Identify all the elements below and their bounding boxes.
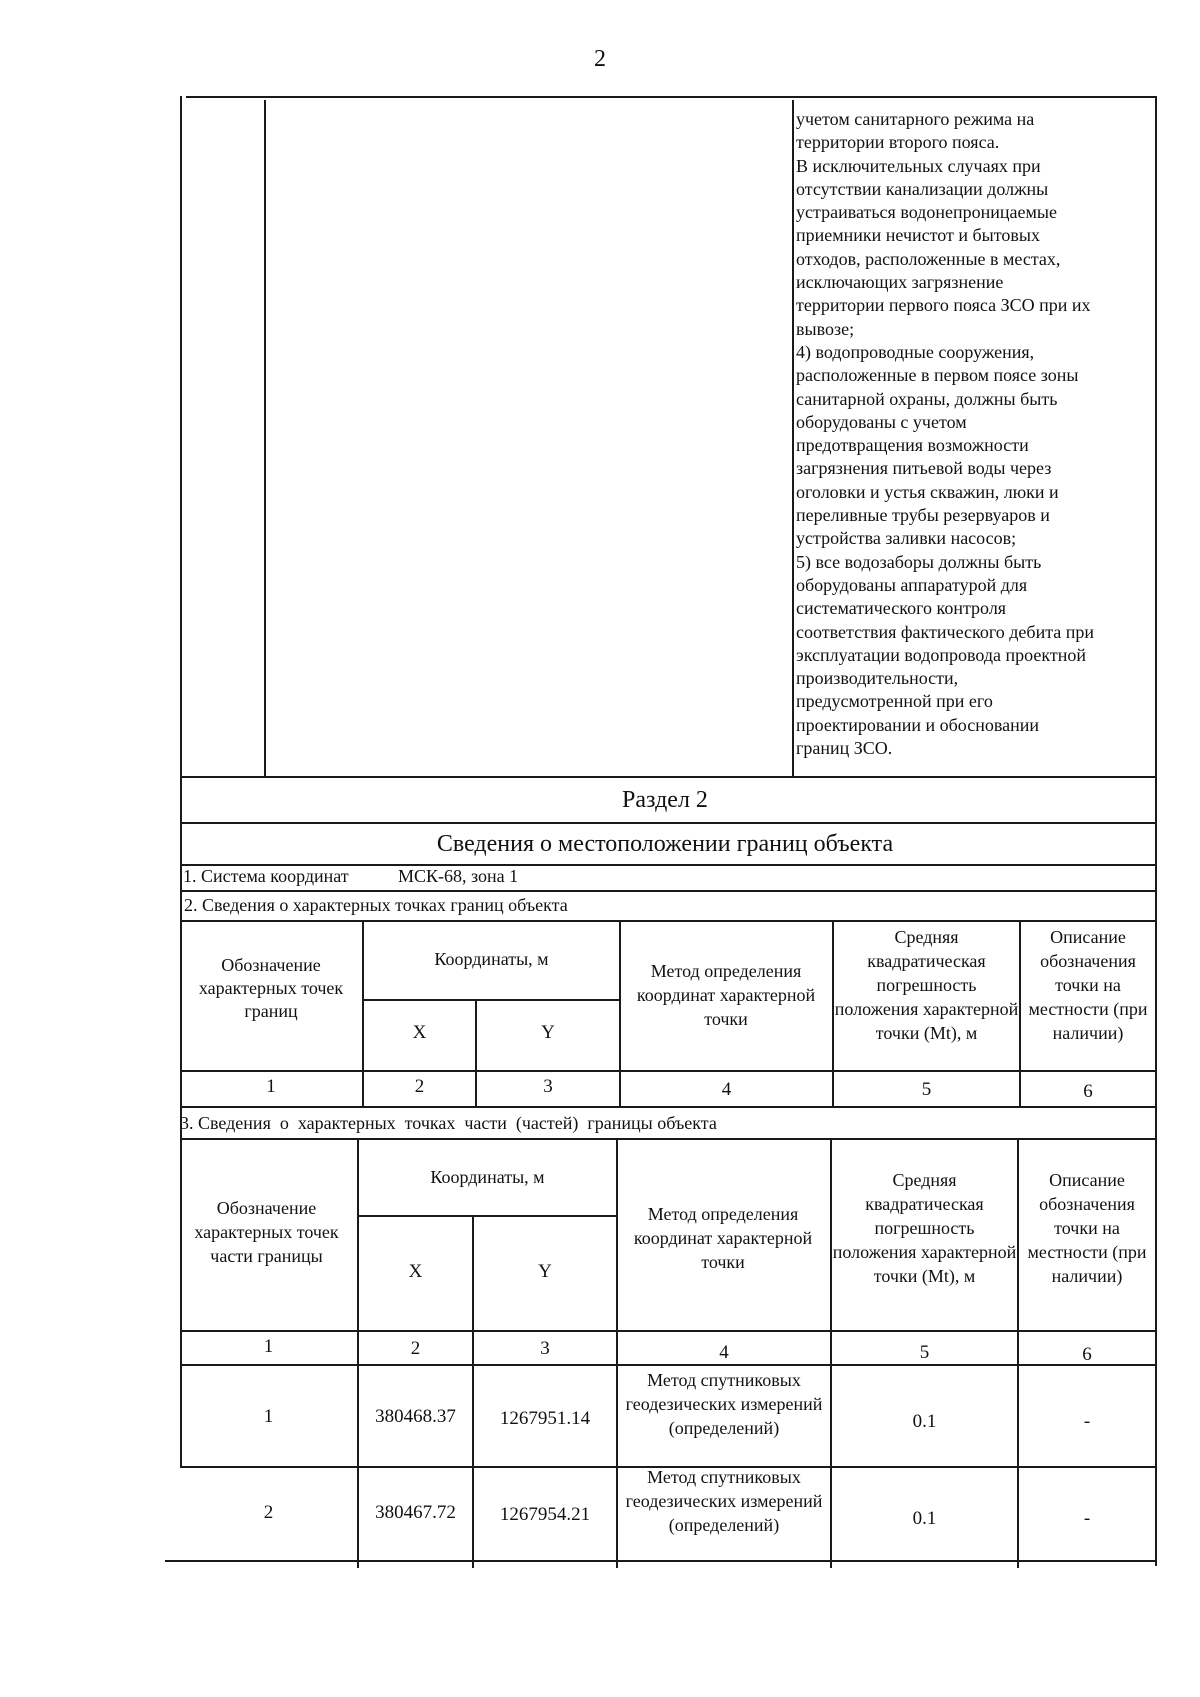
table-row-error: 0.1 [912, 1508, 937, 1529]
table-border [180, 776, 1157, 778]
table2-col1-header: Обозначение характерных точек границ [198, 955, 344, 1021]
table3-number-cell: 3 [540, 1338, 550, 1359]
table3-y-header: Y [538, 1261, 552, 1282]
table-row-desc: - [1083, 1508, 1091, 1529]
table-border [165, 1560, 1157, 1562]
table2-desc-header: Описание обозначения точки на местности (при наличии) [1028, 927, 1148, 1043]
table-border [180, 822, 1157, 824]
coord-system-value: МСК-68, зона 1 [398, 866, 519, 886]
table-border [357, 1215, 616, 1217]
table2-error-header: Средняя квадратическая погрешность положения характерной точки (Mt), м [834, 927, 1019, 1043]
table-border [180, 1330, 1157, 1332]
table2-coords-header: Координаты, м [434, 949, 549, 969]
table3-number-cell: 2 [410, 1338, 421, 1359]
table-row-method: Метод спутниковых геодезических измерений (определений) [625, 1370, 823, 1438]
table3-col1-header: Обозначение характерных точек части границы [194, 1198, 339, 1266]
table2-number-cell: 3 [543, 1076, 553, 1097]
table3-coords-header: Координаты, м [430, 1167, 545, 1187]
table-border [362, 999, 619, 1001]
table3-title: 3. Сведения о характерных точках части (частей) границы объекта [180, 1113, 717, 1133]
table3-number-cell: 4 [719, 1342, 729, 1363]
table-row-method: Метод спутниковых геодезических измерений (определений) [625, 1467, 823, 1535]
table-border [180, 920, 1157, 922]
table2-number-cell: 5 [921, 1079, 932, 1100]
table-border [792, 100, 794, 776]
table-row-desc: - [1083, 1411, 1091, 1432]
table-border [180, 890, 1157, 892]
table3-desc-header: Описание обозначения точки на местности (при наличии) [1027, 1170, 1147, 1286]
table-row-y: 1267954.21 [499, 1504, 591, 1525]
table3-x-header: X [408, 1261, 423, 1282]
table2-method-header: Метод определения координат характерной точки [636, 961, 816, 1029]
table-border [180, 1070, 1157, 1072]
coord-system-label: 1. Система координат [183, 866, 349, 886]
table3-number-cell: 1 [263, 1336, 274, 1357]
section-subtitle: Сведения о местоположении границ объекта [436, 831, 894, 857]
table-row-error: 0.1 [912, 1411, 937, 1432]
section-title: Раздел 2 [622, 787, 708, 813]
table-border [264, 100, 266, 776]
table3-method-header: Метод определения координат характерной точки [633, 1204, 813, 1272]
table3-number-cell: 6 [1082, 1344, 1092, 1365]
table-row-point: 2 [263, 1502, 274, 1523]
page-number: 2 [594, 46, 606, 72]
table-row-x: 380467.72 [375, 1502, 456, 1523]
table-border [180, 1106, 1157, 1108]
table2-title: 2. Сведения о характерных точках границ объекта [184, 895, 568, 915]
table2-number-cell: 2 [414, 1076, 425, 1097]
table2-number-cell: 1 [266, 1076, 276, 1097]
table-row-point: 1 [263, 1406, 274, 1427]
table2-number-cell: 6 [1083, 1081, 1093, 1102]
table3-number-cell: 5 [919, 1342, 930, 1363]
table2-y-header: Y [541, 1022, 555, 1043]
table3-error-header: Средняя квадратическая погрешность положения характерной точки (Mt), м [832, 1170, 1017, 1286]
table2-x-header: X [412, 1022, 427, 1043]
table-row-y: 1267951.14 [499, 1408, 591, 1429]
table-border [180, 1138, 1157, 1140]
table2-number-cell: 4 [721, 1079, 732, 1100]
table-border [186, 96, 1156, 98]
table-row-x: 380468.37 [375, 1406, 456, 1427]
requirements-text: учетом санитарного режима на территории второго пояса. В исключительных случаях при отсутствии канализации должны устраиваться водонепроницаемые приемники нечистот и бытовых отходов, расположенные в местах, исключающих загрязнение территории первого пояса ЗСО при их вывозе; 4) водопроводные сооружения, расположенные в первом поясе зоны санитарной охраны, должны быть оборудованы с учетом предотвращения возможности загрязнения питьевой воды через оголовки и устья скважин, люки и переливные трубы резервуаров и устройства заливки насосов; 5) все водозаборы должны быть оборудованы аппаратурой для систематического контроля соответствия фактического дебита при эксплуатации водопровода проектной производительности, предусмотренной при его проектировании и обосновании границ ЗСО. [796, 109, 1095, 759]
